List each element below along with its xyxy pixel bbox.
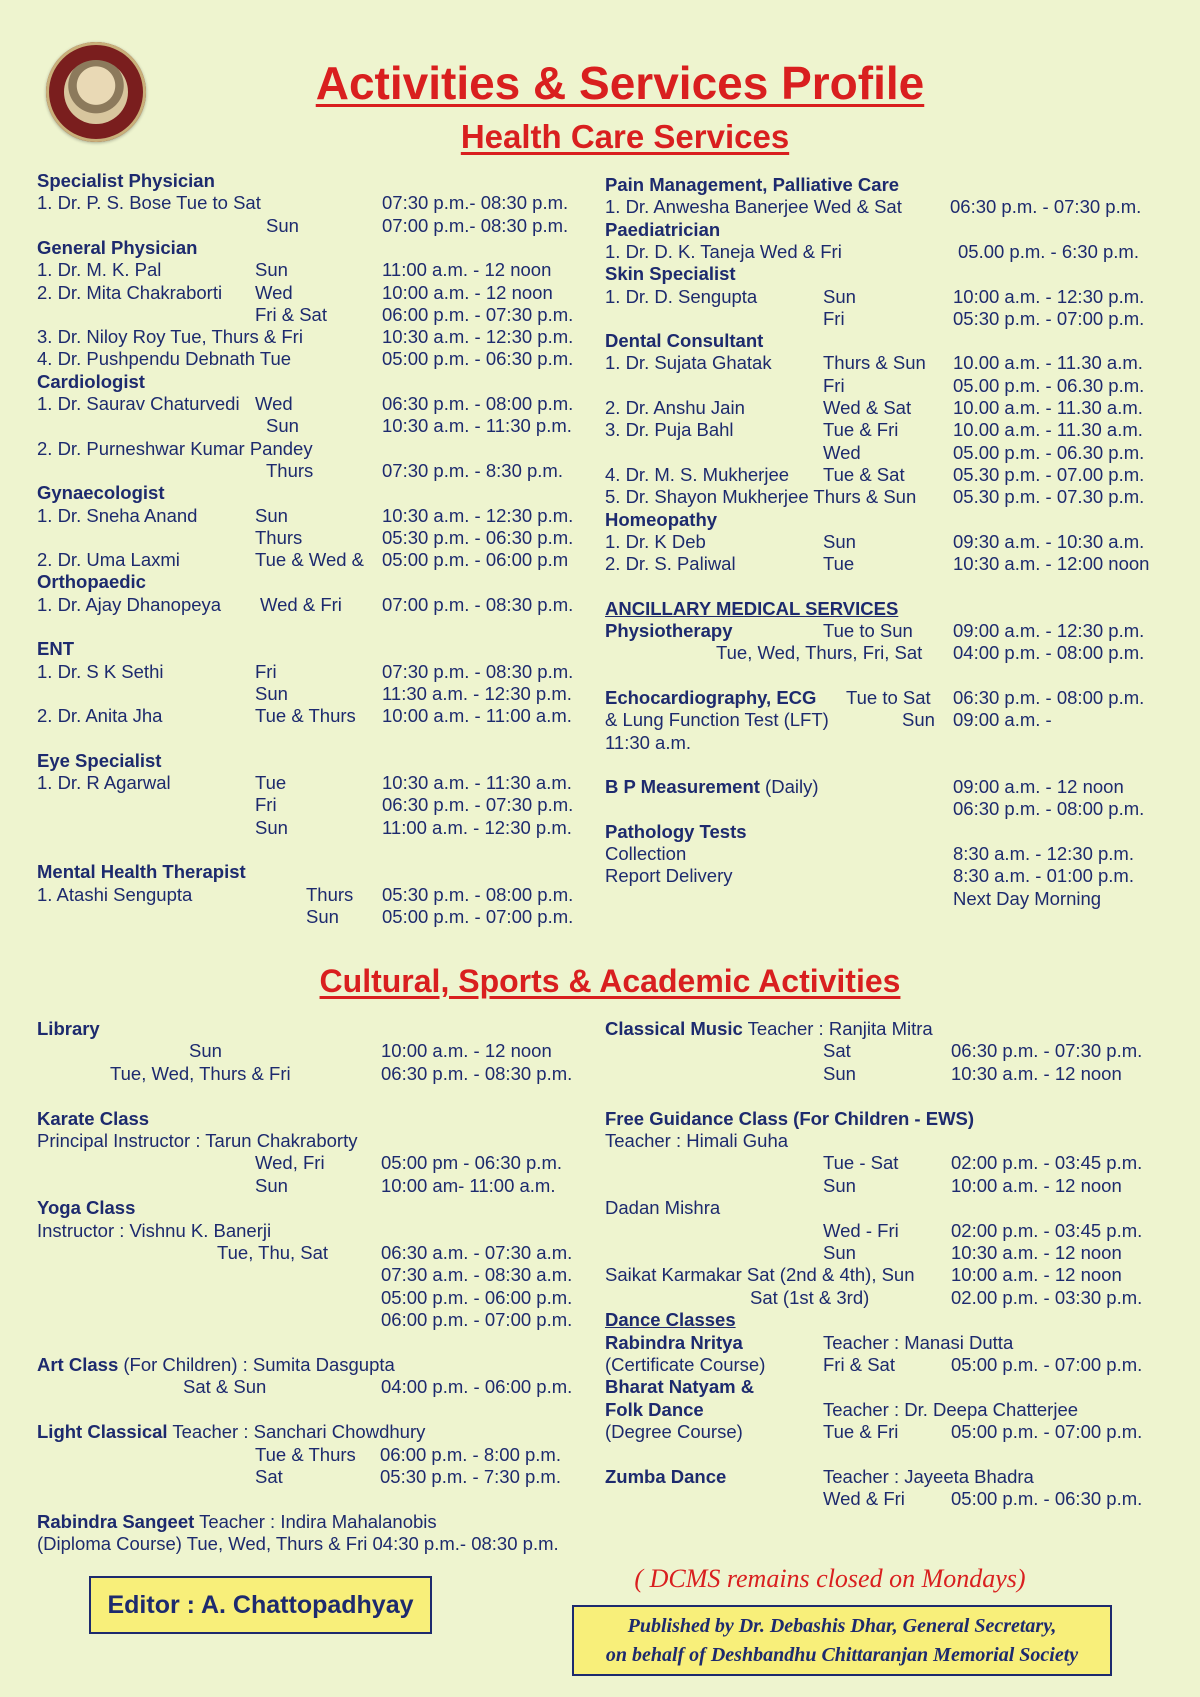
- entry-time: 06:00 p.m. - 07:00 p.m.: [381, 1309, 573, 1331]
- section-heading: ENT: [37, 638, 74, 660]
- entry-days: Thurs: [266, 459, 314, 481]
- entry-time: 06:00 p.m. - 8:00 p.m.: [380, 1443, 561, 1465]
- section-heading: Free Guidance Class (For Children - EWS): [605, 1107, 975, 1129]
- entry-time: 05.00 p.m. - 6:30 p.m.: [958, 240, 1139, 262]
- entry-time: 10:30 a.m. - 12:30 p.m.: [382, 504, 574, 526]
- entry-days: Fri: [255, 660, 277, 682]
- section-heading: Pathology Tests: [605, 820, 747, 842]
- section-heading: Art Class (For Children) : Sumita Dasgupta: [37, 1354, 395, 1375]
- entry-time: 8:30 a.m. - 01:00 p.m.: [953, 865, 1134, 887]
- entry-days: Tue - Sat: [823, 1152, 899, 1174]
- entry-days: Sun: [823, 285, 856, 307]
- entry-label: Dadan Mishra: [605, 1197, 721, 1219]
- entry-time: 07:30 p.m. - 08:30 p.m.: [382, 660, 574, 682]
- entry-days: Teacher : Jayeeta Bhadra: [823, 1466, 1034, 1487]
- entry-time: 07:00 p.m.- 08:30 p.m.: [382, 214, 569, 236]
- entry-days: Fri & Sat: [823, 1354, 895, 1375]
- entry-time: 06:30 p.m. - 07:30 p.m.: [382, 794, 574, 816]
- section-heading: Rabindra Sangeet Teacher : Indira Mahalanobis: [37, 1510, 437, 1532]
- section-heading: Cardiologist: [37, 370, 145, 392]
- entry-label: 2. Dr. Anita Jha: [37, 705, 163, 727]
- entry-extra: Teacher : Indira Mahalanobis: [194, 1510, 437, 1532]
- entry-label: 1. Dr. S K Sethi: [37, 660, 164, 682]
- entry-days: Sun: [902, 709, 935, 731]
- entry-days: Wed & Fri: [823, 1488, 905, 1510]
- entry-time: 11:00 a.m. - 12 noon: [382, 259, 552, 281]
- entry-days: Wed, Fri: [255, 1152, 325, 1174]
- entry-time: 04:00 p.m. - 06:00 p.m.: [381, 1376, 573, 1398]
- entry-days: Wed & Fri: [260, 593, 342, 615]
- entry-label: Principal Instructor : Tarun Chakraborty: [37, 1130, 358, 1151]
- section-heading: Mental Health Therapist: [37, 861, 246, 883]
- entry-time: 05.00 p.m. - 06.30 p.m.: [953, 374, 1145, 396]
- publisher-line-2: on behalf of Deshbandhu Chittaranjan Memorial Society: [605, 1644, 1079, 1666]
- entry-days: Sun: [306, 905, 339, 927]
- entry-days: Tue & Thurs: [255, 1443, 356, 1465]
- entry-time: 07:00 p.m. - 08:30 p.m.: [382, 593, 574, 615]
- entry-days: Tue to Sat: [846, 686, 931, 708]
- entry-extra: Teacher : Sanchari Chowdhury: [167, 1421, 426, 1443]
- entry-extra: (For Children) : Sumita Dasgupta: [118, 1354, 395, 1375]
- entry-days: Fri: [823, 374, 845, 396]
- entry-time: 02:00 p.m. - 03:45 p.m.: [951, 1152, 1143, 1174]
- entry-time: 10.00 a.m. - 11.30 a.m.: [953, 397, 1143, 418]
- entry-time: 10:30 a.m. - 12:30 p.m.: [382, 326, 574, 348]
- entry-days: Tue: [255, 772, 287, 794]
- entry-days: Tue & Fri: [823, 1421, 899, 1443]
- entry-time: 06:00 p.m. - 07:30 p.m.: [382, 303, 574, 325]
- entry-time: 02:00 p.m. - 03:45 p.m.: [951, 1219, 1143, 1241]
- entry-label: 2. Dr. Uma Laxmi: [37, 549, 180, 571]
- entry-time: 06:30 p.m. - 07:30 p.m.: [951, 1040, 1143, 1062]
- entry-time: 07:30 p.m.- 08:30 p.m.: [382, 192, 569, 214]
- entry-label: 1. Dr. P. S. Bose Tue to Sat: [37, 192, 261, 214]
- entry-days: Tue, Thu, Sat: [217, 1242, 329, 1263]
- entry-time: 10:00 a.m. - 11:00 a.m.: [382, 705, 572, 727]
- section-heading: Dance Classes: [605, 1309, 736, 1331]
- entry-days: Sun: [255, 682, 288, 704]
- entry-time: 05.00 p.m. - 06.30 p.m.: [953, 441, 1145, 463]
- entry-label: 5. Dr. Shayon Mukherjee Thurs & Sun: [605, 486, 917, 508]
- entry-time: 06:30 p.m. - 08:00 p.m.: [953, 798, 1145, 820]
- entry-days: Sun: [823, 530, 856, 552]
- section-heading: Echocardiography, ECG: [605, 686, 817, 708]
- entry-time: 05:00 p.m. - 07:00 p.m.: [951, 1421, 1143, 1443]
- cultural-heading: Cultural, Sports & Academic Activities: [319, 963, 901, 999]
- entry-label: Collection: [605, 843, 687, 864]
- entry-days: Sun: [189, 1040, 222, 1062]
- section-heading: Skin Specialist: [605, 263, 736, 285]
- entry-label: (Certificate Course): [605, 1354, 766, 1375]
- entry-time: 05:30 p.m. - 07:00 p.m.: [953, 307, 1145, 329]
- editor-box: [89, 1576, 432, 1634]
- entry-label: (Degree Course): [605, 1421, 743, 1443]
- entry-time: 10:30 a.m. - 11:30 a.m.: [382, 772, 572, 794]
- entry-extra: Teacher : Ranjita Mitra: [742, 1018, 933, 1039]
- entry-days: Wed - Fri: [823, 1219, 899, 1241]
- section-heading: Pain Management, Palliative Care: [605, 174, 900, 195]
- publisher-line-1: Published by Dr. Debashis Dhar, General Secretary,: [627, 1615, 1057, 1637]
- entry-days: Sun: [255, 504, 288, 526]
- entry-time: 10:00 a.m. - 12 noon: [381, 1040, 552, 1062]
- entry-days: Wed: [255, 281, 293, 303]
- entry-label: 3. Dr. Niloy Roy Tue, Thurs & Fri: [37, 326, 303, 348]
- entry-time: 10:30 a.m. - 12:00 noon: [953, 553, 1150, 575]
- entry-time: 05:00 p.m. - 06:00 p.m: [382, 549, 569, 571]
- entry-time: 09:00 a.m. - 12:30 p.m.: [953, 620, 1145, 641]
- entry-time: 07:30 a.m. - 08:30 a.m.: [381, 1264, 573, 1286]
- entry-label: Report Delivery: [605, 865, 733, 887]
- entry-days: Tue to Sun: [823, 620, 913, 641]
- entry-days: Thurs: [306, 883, 354, 905]
- entry-label: Teacher : Himali Guha: [605, 1130, 789, 1151]
- entry-label: 2. Dr. Purneshwar Kumar Pandey: [37, 437, 313, 459]
- section-heading: Orthopaedic: [37, 571, 146, 593]
- entry-time: 10:30 a.m. - 11:30 p.m.: [382, 415, 572, 437]
- entry-label: 1. Dr. K Deb: [605, 530, 706, 552]
- section-heading: ANCILLARY MEDICAL SERVICES: [605, 597, 899, 619]
- editor-text: Editor : A. Chattopadhyay: [107, 1590, 414, 1619]
- publisher-box: [572, 1605, 1112, 1676]
- page-title: Activities & Services Profile: [315, 57, 925, 109]
- entry-days: Sat (1st & 3rd): [750, 1286, 870, 1308]
- closed-notice: ( DCMS remains closed on Mondays): [634, 1564, 1026, 1593]
- section-heading: Dental Consultant: [605, 330, 764, 352]
- entry-label: 4. Dr. Pushpendu Debnath Tue: [37, 348, 292, 370]
- entry-days: Tue, Wed, Thurs, Fri, Sat: [716, 642, 923, 664]
- entry-days: Sun: [266, 415, 299, 437]
- entry-time: 06:30 p.m. - 07:30 p.m.: [950, 196, 1142, 218]
- entry-label: & Lung Function Test (LFT): [605, 709, 829, 731]
- entry-time: 10:00 a.m. - 12 noon: [382, 281, 553, 303]
- entry-time: 10.00 a.m. - 11.30 a.m.: [953, 352, 1143, 374]
- entry-label: 2. Dr. Mita Chakraborti: [37, 281, 223, 303]
- entry-label: 1. Dr. Saurav Chaturvedi: [37, 393, 240, 414]
- entry-time: 09:00 a.m. - 12 noon: [953, 776, 1124, 798]
- entry-time: 11:00 a.m. - 12:30 p.m.: [382, 816, 572, 838]
- entry-days: Tue, Wed, Thurs & Fri: [110, 1062, 291, 1084]
- entry-label: 1. Dr. M. K. Pal: [37, 259, 162, 281]
- entry-time: 05:00 p.m. - 07:00 p.m.: [951, 1354, 1143, 1375]
- entry-days: Teacher : Manasi Dutta: [823, 1331, 1014, 1353]
- entry-days: Wed: [255, 393, 293, 414]
- section-heading: Rabindra Nritya: [605, 1331, 743, 1353]
- entry-time: 11:30 a.m. - 12:30 p.m.: [382, 682, 572, 704]
- entry-time: 05:30 p.m. - 08:00 p.m.: [382, 883, 574, 905]
- entry-days: Sat & Sun: [183, 1376, 267, 1398]
- section-heading: Zumba Dance: [605, 1466, 727, 1487]
- entry-time: 06:30 p.m. - 08:00 p.m.: [382, 393, 574, 414]
- entry-label: 11:30 a.m.: [605, 731, 692, 753]
- entry-days: Teacher : Dr. Deepa Chatterjee: [823, 1398, 1079, 1420]
- entry-days: Fri: [823, 307, 845, 329]
- entry-time: 10:00 a.m. - 12 noon: [951, 1264, 1122, 1286]
- section-heading: Gynaecologist: [37, 482, 165, 504]
- section-heading: Light Classical Teacher : Sanchari Chowdhury: [37, 1421, 426, 1443]
- entry-time: 05:00 pm - 06:30 p.m.: [381, 1152, 562, 1174]
- entry-days: Fri & Sat: [255, 303, 327, 325]
- entry-days: Sat: [255, 1466, 283, 1487]
- entry-label: 1. Dr. Sujata Ghatak: [605, 352, 772, 374]
- entry-days: Tue & Sat: [823, 463, 905, 485]
- entry-time: 06:30 p.m. - 08:00 p.m.: [953, 686, 1145, 708]
- entry-time: 09:00 a.m. -: [953, 709, 1052, 731]
- entry-label: 1. Dr. Anwesha Banerjee Wed & Sat: [605, 196, 902, 218]
- entry-time: 05.30 p.m. - 07.00 p.m.: [953, 463, 1145, 485]
- section-heading: Folk Dance: [605, 1398, 704, 1420]
- entry-days: Sun: [255, 816, 288, 838]
- entry-label: Instructor : Vishnu K. Banerji: [37, 1219, 272, 1241]
- entry-label: 3. Dr. Puja Bahl: [605, 419, 734, 441]
- entry-days: Sun: [255, 1174, 288, 1196]
- entry-time: 05:00 p.m. - 06:30 p.m.: [382, 348, 574, 370]
- entry-days: Sun: [823, 1174, 856, 1196]
- entry-days: Tue & Thurs: [255, 705, 356, 727]
- entry-days: Thurs & Sun: [823, 352, 926, 374]
- entry-time: 02.00 p.m. - 03:30 p.m.: [951, 1286, 1143, 1308]
- entry-label: Saikat Karmakar Sat (2nd & 4th), Sun: [605, 1264, 915, 1286]
- entry-time: 10:30 a.m. - 12 noon: [951, 1242, 1122, 1263]
- entry-time: Next Day Morning: [953, 887, 1102, 909]
- entry-label: 1. Dr. D. K. Taneja Wed & Fri: [605, 240, 842, 262]
- section-heading: Karate Class: [37, 1107, 150, 1129]
- entry-days: Sun: [266, 214, 299, 236]
- section-heading: Yoga Class: [37, 1197, 136, 1219]
- entry-time: 05:00 p.m. - 06:30 p.m.: [951, 1488, 1143, 1510]
- entry-time: 05:00 p.m. - 06:00 p.m.: [381, 1286, 573, 1308]
- entry-time: 05:00 p.m. - 07:00 p.m.: [382, 905, 574, 927]
- entry-label: 1. Dr. R Agarwal: [37, 772, 171, 794]
- entry-time: 10:00 a.m. - 12:30 p.m.: [953, 285, 1145, 307]
- section-heading: Classical Music Teacher : Ranjita Mitra: [605, 1018, 933, 1039]
- entry-time: 10:30 a.m. - 12 noon: [951, 1062, 1122, 1084]
- entry-label: 2. Dr. Anshu Jain: [605, 397, 745, 418]
- section-heading: Bharat Natyam &: [605, 1376, 755, 1398]
- entry-time: 04:00 p.m. - 08:00 p.m.: [953, 642, 1145, 664]
- entry-label: 1. Dr. Sneha Anand: [37, 504, 198, 526]
- entry-time: 10:00 am- 11:00 a.m.: [381, 1174, 556, 1196]
- entry-days: Wed & Sat: [823, 397, 912, 418]
- section-heading: Paediatrician: [605, 218, 721, 240]
- entry-days: Tue & Fri: [823, 419, 899, 441]
- entry-time: 06:30 a.m. - 07:30 a.m.: [381, 1242, 573, 1263]
- entry-days: Sun: [823, 1062, 856, 1084]
- entry-time: 10.00 a.m. - 11.30 a.m.: [953, 419, 1143, 441]
- entry-time: 05:30 p.m. - 7:30 p.m.: [380, 1466, 561, 1487]
- entry-days: Thurs: [255, 526, 303, 548]
- entry-time: 8:30 a.m. - 12:30 p.m.: [953, 843, 1134, 864]
- entry-days: Sun: [823, 1242, 856, 1263]
- entry-time: 05.30 p.m. - 07.30 p.m.: [953, 486, 1145, 508]
- entry-days: Tue & Wed &: [255, 549, 364, 571]
- entry-days: Sat: [823, 1040, 851, 1062]
- section-heading: Homeopathy: [605, 508, 718, 530]
- entry-label: (Diploma Course) Tue, Wed, Thurs & Fri 04:30 p.m.- 08:30 p.m.: [37, 1533, 559, 1555]
- section-heading: Physiotherapy: [605, 620, 733, 641]
- section-heading: Eye Specialist: [37, 749, 162, 771]
- entry-time: 10:00 a.m. - 12 noon: [951, 1174, 1122, 1196]
- section-heading: General Physician: [37, 236, 198, 258]
- entry-label: 1. Atashi Sengupta: [37, 883, 193, 905]
- entry-days: Tue: [823, 553, 855, 575]
- health-care-heading: Health Care Services: [460, 118, 790, 155]
- entry-days: Fri: [255, 794, 277, 816]
- entry-time: 06:30 p.m. - 08:30 p.m.: [381, 1062, 573, 1084]
- section-heading: Specialist Physician: [37, 170, 215, 191]
- section-heading: Library: [37, 1018, 100, 1039]
- entry-label: 1. Dr. D. Sengupta: [605, 285, 758, 307]
- entry-label: 2. Dr. S. Paliwal: [605, 553, 736, 575]
- entry-label: 1. Dr. Ajay Dhanopeya: [37, 593, 222, 615]
- entry-time: 09:30 a.m. - 10:30 a.m.: [953, 530, 1145, 552]
- entry-extra: (Daily): [759, 776, 819, 798]
- entry-time: 07:30 p.m. - 8:30 p.m.: [382, 459, 563, 481]
- entry-days: Sun: [255, 259, 288, 281]
- section-heading: B P Measurement (Daily): [605, 776, 819, 798]
- entry-days: Wed: [823, 441, 861, 463]
- entry-label: 4. Dr. M. S. Mukherjee: [605, 463, 790, 485]
- entry-time: 05:30 p.m. - 06:30 p.m.: [382, 526, 574, 548]
